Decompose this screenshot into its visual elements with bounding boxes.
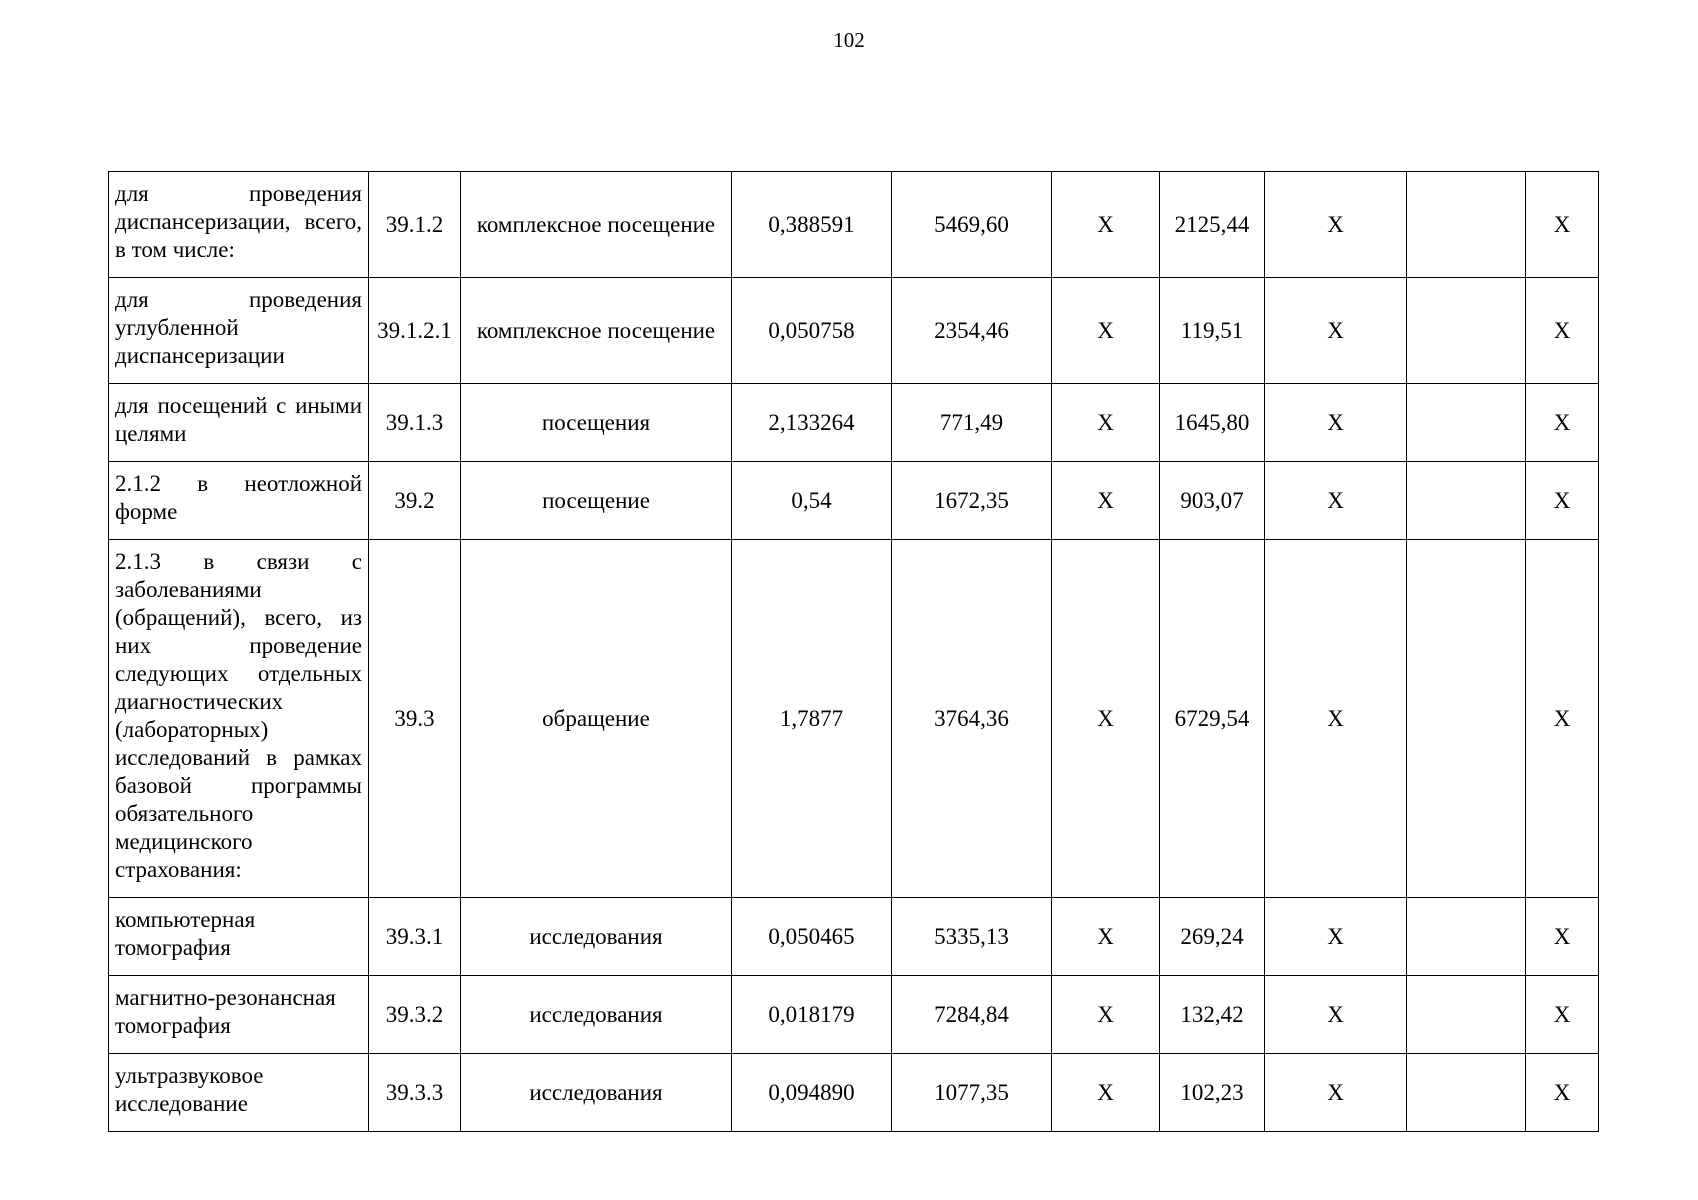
row-value-3: 269,24 xyxy=(1160,898,1265,976)
row-value-2: 3764,36 xyxy=(892,540,1052,898)
row-cross-2: Х xyxy=(1265,384,1407,462)
row-value-3: 6729,54 xyxy=(1160,540,1265,898)
row-code: 39.1.2.1 xyxy=(369,278,461,384)
row-cross-3: Х xyxy=(1526,278,1599,384)
row-value-1: 0,388591 xyxy=(732,172,892,278)
row-value-2: 7284,84 xyxy=(892,976,1052,1054)
row-cross-2: Х xyxy=(1265,278,1407,384)
row-unit: обращение xyxy=(461,540,732,898)
row-name: ультразвуковое исследование xyxy=(109,1054,369,1132)
row-value-3: 2125,44 xyxy=(1160,172,1265,278)
row-code: 39.3.1 xyxy=(369,898,461,976)
row-unit: исследования xyxy=(461,898,732,976)
row-unit: комплексное посещение xyxy=(461,172,732,278)
data-table xyxy=(108,171,1599,1132)
row-value-1: 2,133264 xyxy=(732,384,892,462)
row-name: 2.1.2 в неотложной форме xyxy=(109,462,369,540)
table-row xyxy=(109,898,1599,976)
row-code: 39.2 xyxy=(369,462,461,540)
table-row xyxy=(109,172,1599,278)
row-empty xyxy=(1407,976,1526,1054)
row-value-2: 2354,46 xyxy=(892,278,1052,384)
row-cross-3: Х xyxy=(1526,462,1599,540)
row-unit: посещения xyxy=(461,384,732,462)
table-row xyxy=(109,462,1599,540)
row-value-1: 0,050758 xyxy=(732,278,892,384)
row-code: 39.1.2 xyxy=(369,172,461,278)
row-cross-2: Х xyxy=(1265,898,1407,976)
table-row xyxy=(109,1054,1599,1132)
row-value-1: 0,094890 xyxy=(732,1054,892,1132)
row-unit: комплексное посещение xyxy=(461,278,732,384)
row-unit: исследования xyxy=(461,1054,732,1132)
row-empty xyxy=(1407,540,1526,898)
row-value-1: 0,050465 xyxy=(732,898,892,976)
table-row xyxy=(109,976,1599,1054)
row-cross-1: Х xyxy=(1052,278,1160,384)
row-cross-1: Х xyxy=(1052,1054,1160,1132)
row-cross-1: Х xyxy=(1052,898,1160,976)
row-cross-3: Х xyxy=(1526,540,1599,898)
row-empty xyxy=(1407,172,1526,278)
page-number: 102 xyxy=(833,28,865,52)
row-name: для проведения диспансеризации, всего, в том числе: xyxy=(109,172,369,278)
row-unit: исследования xyxy=(461,976,732,1054)
row-value-1: 0,54 xyxy=(732,462,892,540)
row-cross-1: Х xyxy=(1052,540,1160,898)
row-cross-2: Х xyxy=(1265,462,1407,540)
row-unit: посещение xyxy=(461,462,732,540)
row-name: магнитно-резонансная томография xyxy=(109,976,369,1054)
row-empty xyxy=(1407,278,1526,384)
table-row xyxy=(109,384,1599,462)
row-value-2: 5335,13 xyxy=(892,898,1052,976)
row-cross-3: Х xyxy=(1526,384,1599,462)
row-cross-3: Х xyxy=(1526,898,1599,976)
row-name: 2.1.3 в связи с заболеваниями (обращений), всего, из них проведение следующих отдельных диагностических (лабораторных) исследований в рамках базовой программы обязательного медицинского страхования: xyxy=(109,540,369,898)
row-cross-1: Х xyxy=(1052,976,1160,1054)
row-name: компьютерная томография xyxy=(109,898,369,976)
row-value-3: 1645,80 xyxy=(1160,384,1265,462)
row-cross-2: Х xyxy=(1265,976,1407,1054)
row-cross-3: Х xyxy=(1526,172,1599,278)
row-empty xyxy=(1407,384,1526,462)
row-code: 39.3 xyxy=(369,540,461,898)
row-code: 39.3.2 xyxy=(369,976,461,1054)
row-value-2: 5469,60 xyxy=(892,172,1052,278)
table-body xyxy=(109,172,1599,1132)
row-value-2: 771,49 xyxy=(892,384,1052,462)
row-cross-2: Х xyxy=(1265,1054,1407,1132)
row-code: 39.1.3 xyxy=(369,384,461,462)
row-empty xyxy=(1407,462,1526,540)
table-row xyxy=(109,278,1599,384)
row-name: для посещений с иными целями xyxy=(109,384,369,462)
row-cross-2: Х xyxy=(1265,540,1407,898)
row-value-3: 102,23 xyxy=(1160,1054,1265,1132)
row-value-3: 132,42 xyxy=(1160,976,1265,1054)
row-cross-1: Х xyxy=(1052,172,1160,278)
row-value-2: 1077,35 xyxy=(892,1054,1052,1132)
row-cross-1: Х xyxy=(1052,462,1160,540)
row-code: 39.3.3 xyxy=(369,1054,461,1132)
row-value-1: 1,7877 xyxy=(732,540,892,898)
row-cross-2: Х xyxy=(1265,172,1407,278)
row-value-2: 1672,35 xyxy=(892,462,1052,540)
row-cross-1: Х xyxy=(1052,384,1160,462)
row-cross-3: Х xyxy=(1526,976,1599,1054)
row-value-1: 0,018179 xyxy=(732,976,892,1054)
row-empty xyxy=(1407,1054,1526,1132)
table-row xyxy=(109,540,1599,898)
row-value-3: 119,51 xyxy=(1160,278,1265,384)
row-empty xyxy=(1407,898,1526,976)
row-name: для проведения углубленной диспансеризации xyxy=(109,278,369,384)
row-value-3: 903,07 xyxy=(1160,462,1265,540)
row-cross-3: Х xyxy=(1526,1054,1599,1132)
